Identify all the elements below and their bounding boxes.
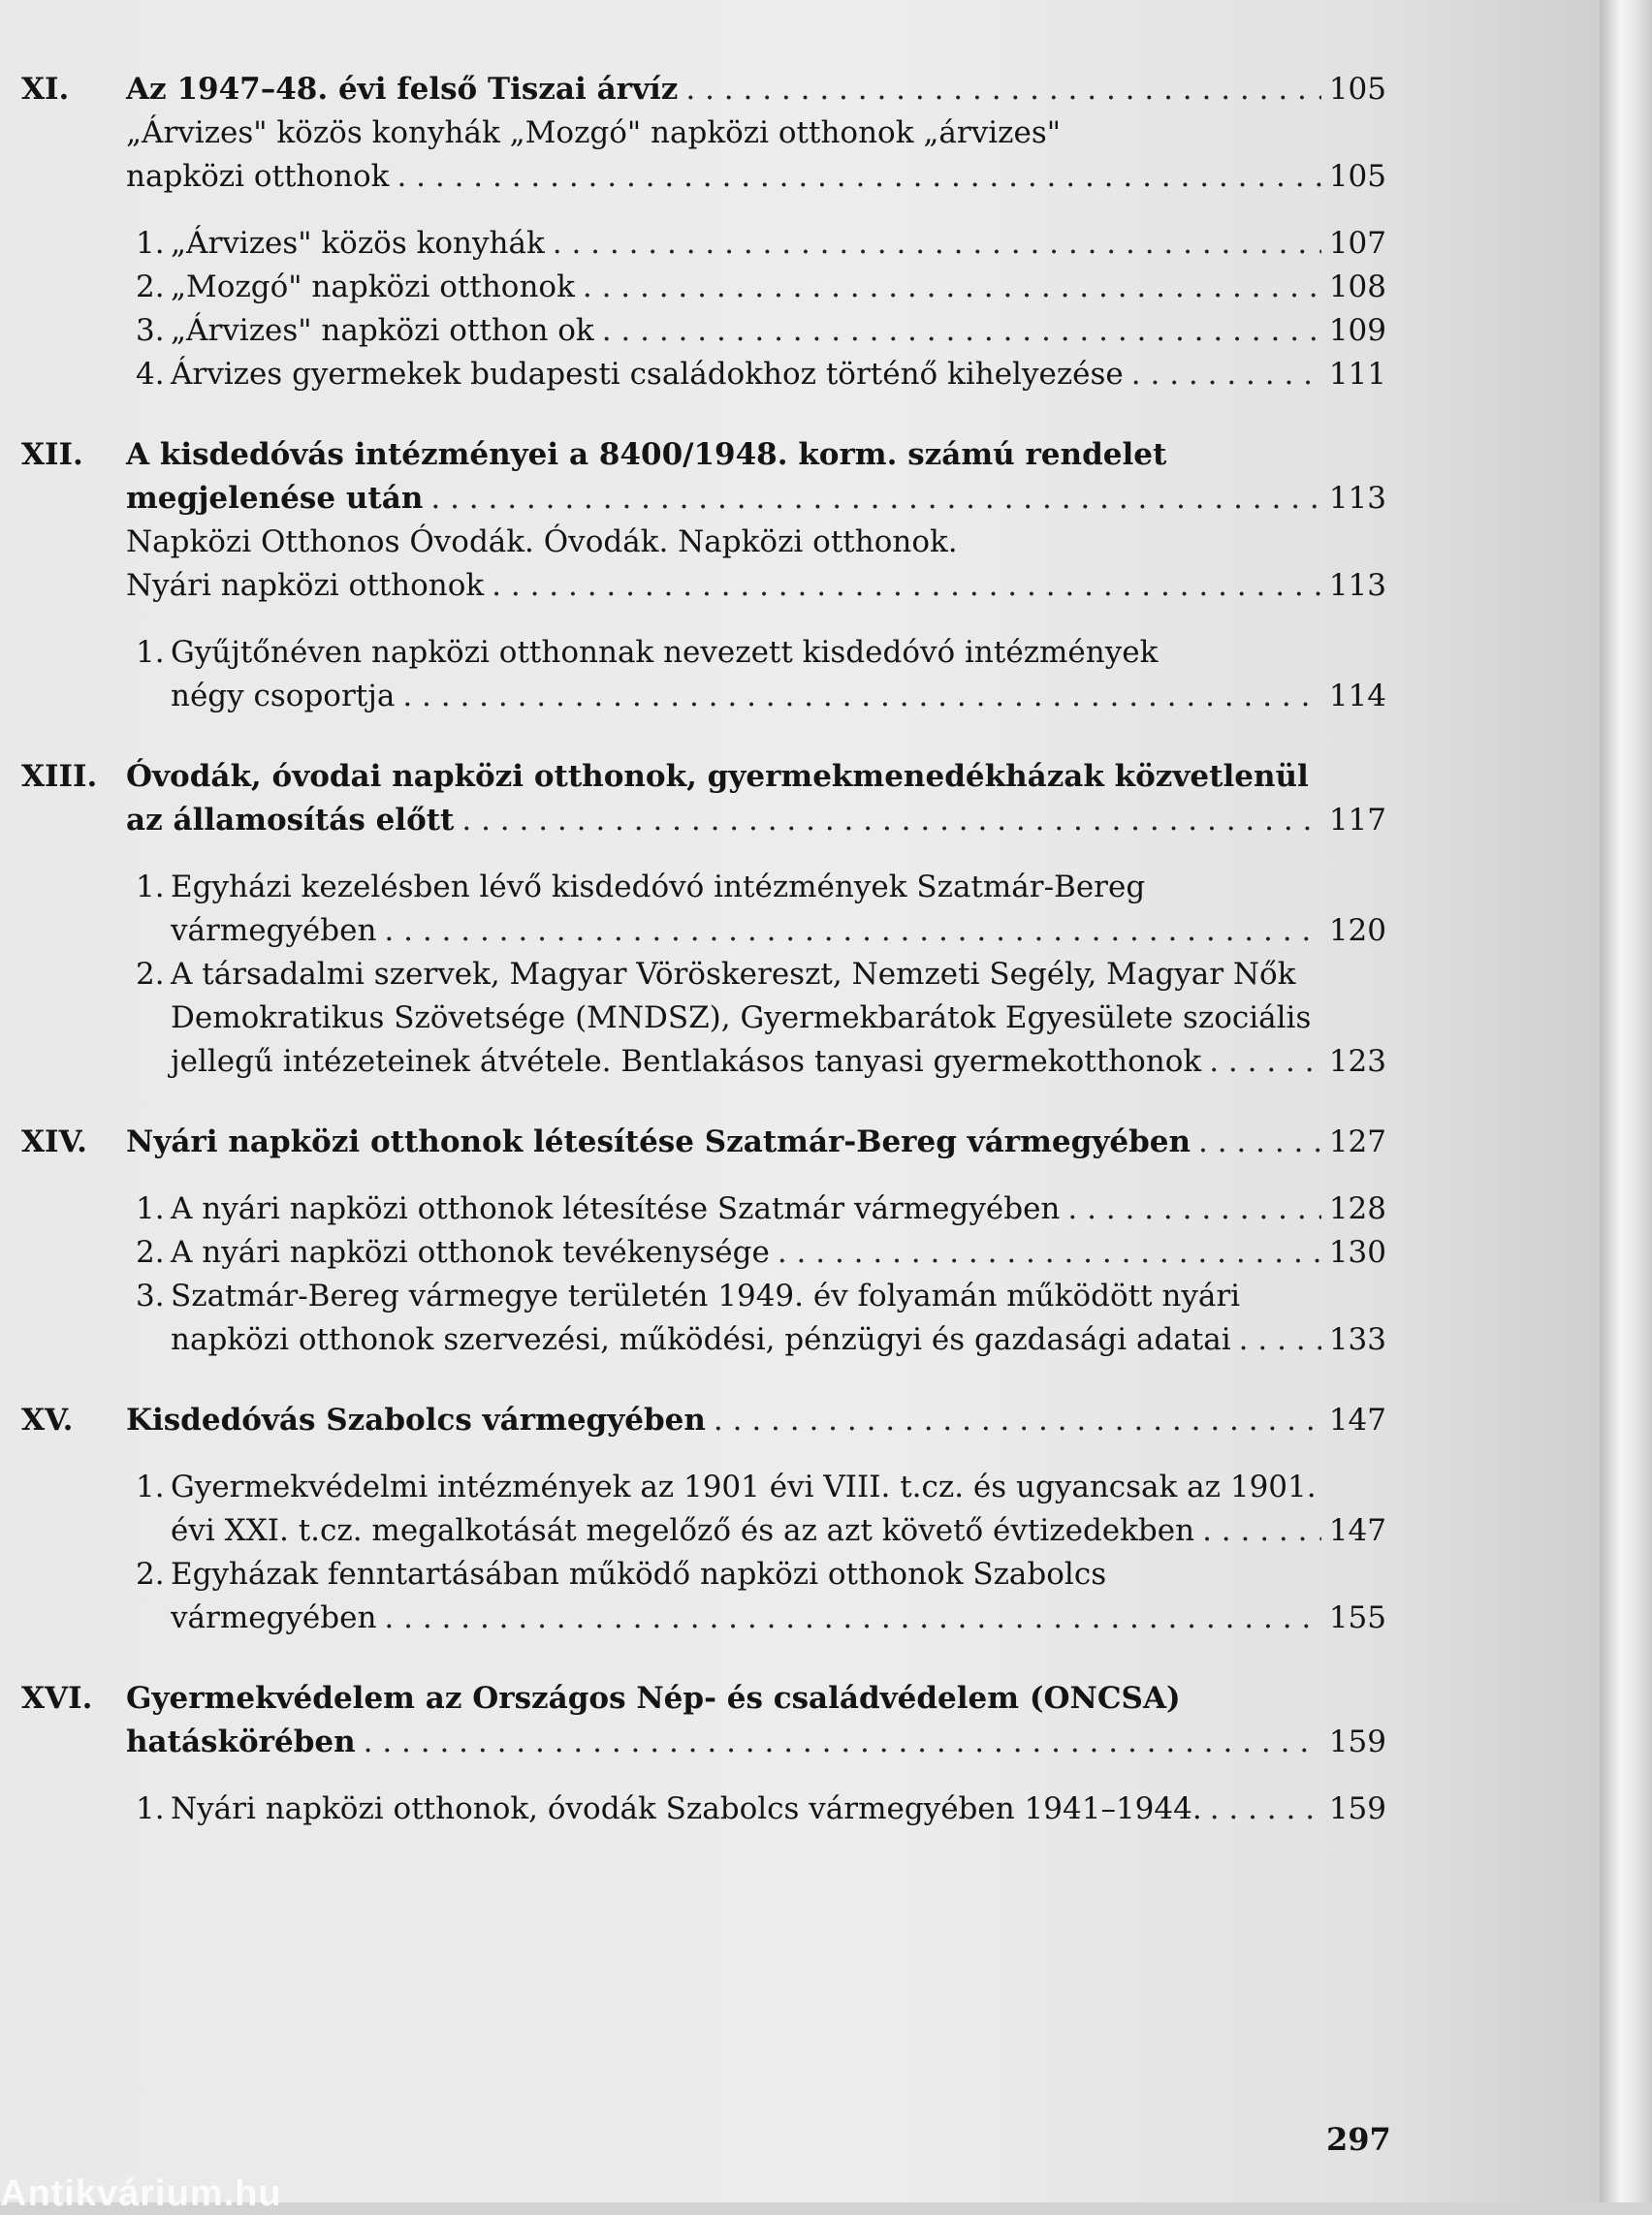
toc-chapter [21,433,1386,718]
toc-page-number: 105 [1328,159,1386,194]
toc-page-number: 155 [1328,1600,1386,1635]
toc-page-number: 111 [1328,357,1386,392]
toc-entry-text: A kisdedóvás intézményei a 8400/1948. korm. számú rendelet [126,437,1167,472]
toc-page-number: 113 [1328,568,1386,603]
item-number: 3. [136,1279,165,1313]
toc-line [21,1399,1386,1442]
chapter-number: XV. [21,1403,74,1438]
toc-line [21,222,1386,266]
dot-leader [402,675,1320,718]
toc-entry-text: négy csoportja [171,679,396,713]
dot-leader [714,1399,1321,1442]
toc-entry-text: Gyermekvédelmi intézmények az 1901 évi VIII. t.cz. és ugyancsak az 1901. [171,1470,1317,1504]
toc-page-number: 105 [1328,72,1386,107]
toc-entry-text: az államosítás előtt [126,803,455,838]
toc-page-number: 128 [1328,1191,1386,1226]
toc-entry-text: A társadalmi szervek, Magyar Vöröskereszt, Nemzeti Segély, Magyar Nők [171,957,1296,992]
toc-page-number: 159 [1328,1791,1386,1826]
toc-entry-text: Napközi Otthonos Óvodák. Óvodák. Napközi otthonok. [126,524,958,559]
item-number: 2. [136,269,165,304]
toc-entry-text: megjelenése után [126,481,424,516]
item-number: 3. [136,313,165,348]
dot-leader [1131,353,1321,396]
toc-entry-text: Az 1947–48. évi felső Tiszai árvíz [126,72,679,107]
toc-line [21,521,1386,564]
toc-entry-text: Egyházak fenntartásában működő napközi otthonok Szabolcs [171,1557,1107,1592]
dot-leader [364,1721,1321,1764]
item-number: 1. [136,870,165,904]
toc-line [21,997,1386,1040]
toc-entry-text: hatáskörében [126,1725,356,1759]
dot-leader [583,266,1321,309]
toc-chapter [21,755,1386,1084]
toc-page-number: 147 [1328,1513,1386,1548]
toc-entry-text: jellegű intézeteinek átvétele. Bentlakásos tanyasi gyermekotthonok [171,1044,1202,1079]
toc-entry-text: „Árvizes" közös konyhák „Mozgó" napközi otthonok „árvizes" [126,115,1061,150]
toc-chapter [21,1121,1386,1362]
toc-line [21,266,1386,309]
item-number: 2. [136,1235,165,1270]
dot-leader [778,1231,1321,1275]
dot-leader [1239,1318,1321,1362]
dot-leader [1210,1788,1321,1831]
toc-line [21,353,1386,396]
toc-page-number: 120 [1328,913,1386,948]
toc-line [21,309,1386,353]
toc-line [21,953,1386,997]
toc-line [21,1466,1386,1509]
toc-chapter [21,68,1386,396]
table-of-contents [21,68,1386,1868]
toc-entry-text: Nyári napközi otthonok, óvodák Szabolcs vármegyében 1941–1944. [171,1791,1202,1826]
toc-line [21,1509,1386,1553]
toc-entry-text: Óvodák, óvodai napközi otthonok, gyermekmenedékházak közvetlenül [126,759,1309,794]
dot-leader [1202,1509,1321,1553]
toc-page-number: 147 [1328,1403,1386,1438]
toc-entry-text: évi XXI. t.cz. megalkotását megelőző és az azt követő évtizedekben [171,1513,1195,1548]
page-number: 297 [1326,2121,1391,2158]
toc-line [21,433,1386,477]
watermark: Antikvárium.hu [0,2173,282,2214]
toc-entry-text: Egyházi kezelésben lévő kisdedóvó intézmények Szatmár-Bereg [171,870,1146,904]
toc-entry-text: „Árvizes" közös konyhák [171,226,545,261]
toc-page-number: 108 [1328,269,1386,304]
toc-entry-text: „Árvizes" napközi otthon ok [171,313,594,348]
toc-page-number: 117 [1328,803,1386,838]
toc-line [21,1318,1386,1362]
item-number: 1. [136,635,165,670]
toc-entry-text: Gyermekvédelem az Országos Nép- és családvédelem (ONCSA) [126,1681,1181,1716]
chapter-number: XVI. [21,1681,93,1716]
dot-leader [430,477,1320,521]
toc-line [21,1187,1386,1231]
toc-line [21,477,1386,521]
toc-line [21,909,1386,953]
toc-chapter [21,1677,1386,1831]
dot-leader [384,909,1320,953]
toc-line [21,755,1386,799]
toc-line [21,155,1386,199]
toc-page-number: 130 [1328,1235,1386,1270]
item-number: 2. [136,1557,165,1592]
chapter-number: XIV. [21,1124,87,1159]
toc-entry-text: Demokratikus Szövetsége (MNDSZ), Gyermekbarátok Egyesülete szociális [171,1000,1312,1035]
item-number: 1. [136,1470,165,1504]
toc-line [21,1597,1386,1640]
toc-line [21,1721,1386,1764]
toc-entry-text: vármegyében [171,1600,377,1635]
toc-entry-text: napközi otthonok [126,159,390,194]
toc-entry-text: A nyári napközi otthonok tevékenysége [171,1235,770,1270]
toc-line [21,1121,1386,1164]
dot-leader [397,155,1320,199]
spacer [21,1442,1386,1466]
toc-chapter [21,1399,1386,1640]
toc-line [21,68,1386,111]
dot-leader [1209,1040,1321,1084]
toc-line [21,675,1386,718]
spacer [21,1164,1386,1187]
chapter-number: XII. [21,437,83,472]
toc-line [21,1788,1386,1831]
toc-page-number: 114 [1328,679,1386,713]
toc-entry-text: vármegyében [171,913,377,948]
toc-entry-text: Nyári napközi otthonok létesítése Szatmár-Bereg vármegyében [126,1124,1191,1159]
toc-page-number: 107 [1328,226,1386,261]
toc-line [21,631,1386,675]
toc-page-number: 133 [1328,1322,1386,1357]
item-number: 4. [136,357,165,392]
toc-entry-text: Nyári napközi otthonok [126,568,485,603]
chapter-number: XIII. [21,759,98,794]
dot-leader [1067,1187,1320,1231]
toc-line [21,866,1386,909]
toc-page-number: 159 [1328,1725,1386,1759]
toc-line [21,1677,1386,1721]
toc-entry-text: Szatmár-Bereg vármegye területén 1949. év folyamán működött nyári [171,1279,1241,1313]
toc-entry-text: A nyári napközi otthonok létesítése Szatmár vármegyében [171,1191,1061,1226]
dot-leader [461,799,1320,842]
spacer [21,608,1386,631]
toc-entry-text: Kisdedóvás Szabolcs vármegyében [126,1403,706,1438]
item-number: 1. [136,1791,165,1826]
toc-line [21,1040,1386,1084]
dot-leader [384,1597,1320,1640]
dot-leader [685,68,1320,111]
toc-line [21,1231,1386,1275]
book-binding [1600,0,1652,2202]
item-number: 2. [136,957,165,992]
toc-line [21,111,1386,155]
toc-line [21,1275,1386,1318]
dot-leader [492,564,1321,608]
toc-entry-text: Árvizes gyermekek budapesti családokhoz történő kihelyezése [171,357,1124,392]
item-number: 1. [136,1191,165,1226]
toc-page-number: 127 [1328,1124,1386,1159]
toc-line [21,1553,1386,1597]
spacer [21,199,1386,222]
dot-leader [602,309,1321,353]
toc-line [21,799,1386,842]
toc-entry-text: Gyűjtőnéven napközi otthonnak nevezett kisdedóvó intézmények [171,635,1159,670]
chapter-number: XI. [21,72,70,107]
dot-leader [553,222,1321,266]
toc-entry-text: „Mozgó" napközi otthonok [171,269,575,304]
toc-entry-text: napközi otthonok szervezési, működési, pénzügyi és gazdasági adatai [171,1322,1231,1357]
spacer [21,842,1386,866]
dot-leader [1198,1121,1321,1164]
toc-page-number: 113 [1328,481,1386,516]
toc-line [21,564,1386,608]
item-number: 1. [136,226,165,261]
spacer [21,1764,1386,1788]
toc-page-number: 109 [1328,313,1386,348]
toc-page-number: 123 [1328,1044,1386,1079]
